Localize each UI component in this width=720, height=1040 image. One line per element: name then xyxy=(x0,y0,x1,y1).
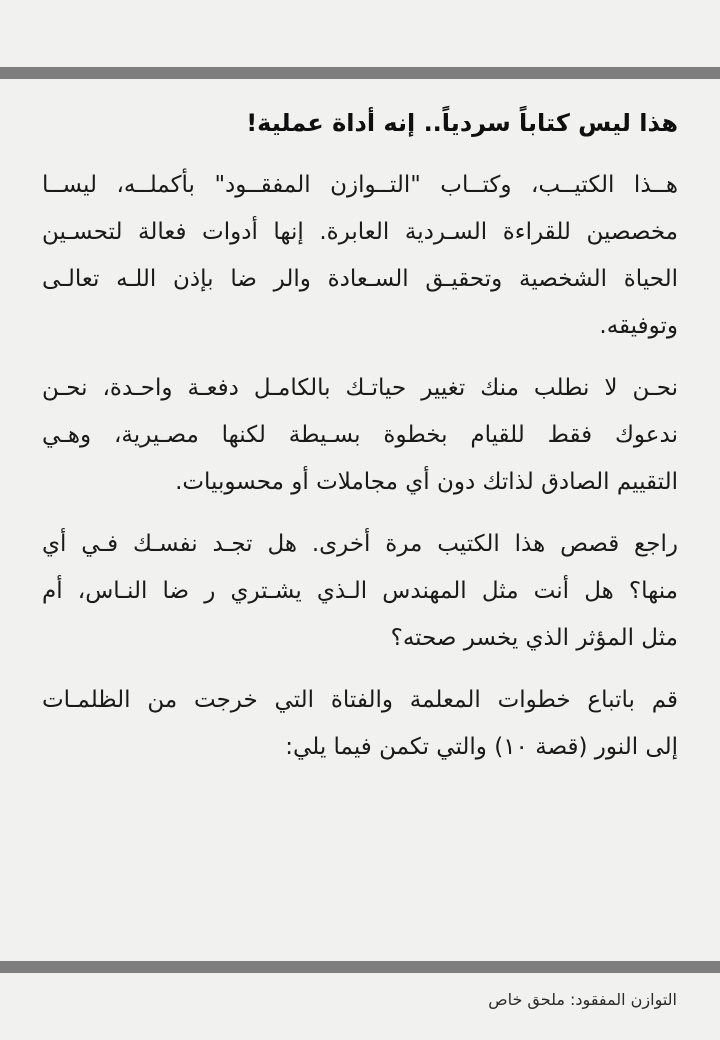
paragraph xyxy=(42,677,678,771)
text-line: ندعوك فقط للقيام بخطوة بسـيطة لكنها مصـيرية، وهـي xyxy=(42,422,678,448)
text-line: نحـن لا نطلب منك تغيير حياتـك بالكامـل دفعـة واحـدة، نحـن xyxy=(42,375,678,401)
page-content xyxy=(42,79,678,771)
footer-divider-bar xyxy=(0,961,720,973)
text-line: قم باتباع خطوات المعلمة والفتاة التي خرجت من الظلمـات xyxy=(42,687,678,713)
text-line: وتوفيقه. xyxy=(599,313,678,339)
paragraph xyxy=(42,365,678,506)
text-line: منها؟ هل أنت مثل المهندس الـذي يشـتري ر ضا النـاس، أم xyxy=(42,578,678,604)
text-line: إلى النور (قصة ١٠) والتي تكمن فيما يلي: xyxy=(285,734,678,760)
body-text xyxy=(42,162,678,771)
text-line: الحياة الشخصية وتحقيـق السـعادة والر ضا بإذن اللـه تعالـى xyxy=(42,266,678,292)
text-line: التقييم الصادق لذاتك دون أي مجاملات أو محسوبيات. xyxy=(175,469,678,495)
paragraph xyxy=(42,521,678,662)
text-line: راجع قصص هذا الكتيب مرة أخرى. هل تجـد نفسـك فـي أي xyxy=(42,531,678,557)
text-line: مثل المؤثر الذي يخسر صحته؟ xyxy=(390,625,678,651)
paragraph xyxy=(42,162,678,350)
text-line: هــذا الكتيــب، وكتــاب "التــوازن المفقــود" بأكملــه، ليســا xyxy=(42,172,678,198)
top-divider-bar xyxy=(0,67,720,79)
section-heading: هذا ليس كتاباً سردياً.. إنه أداة عملية! xyxy=(246,109,678,137)
text-line: مخصصين للقراءة السـردية العابرة. إنها أدوات فعالة لتحسـين xyxy=(42,219,678,245)
footer-caption: التوازن المفقود: ملحق خاص xyxy=(488,990,677,1009)
